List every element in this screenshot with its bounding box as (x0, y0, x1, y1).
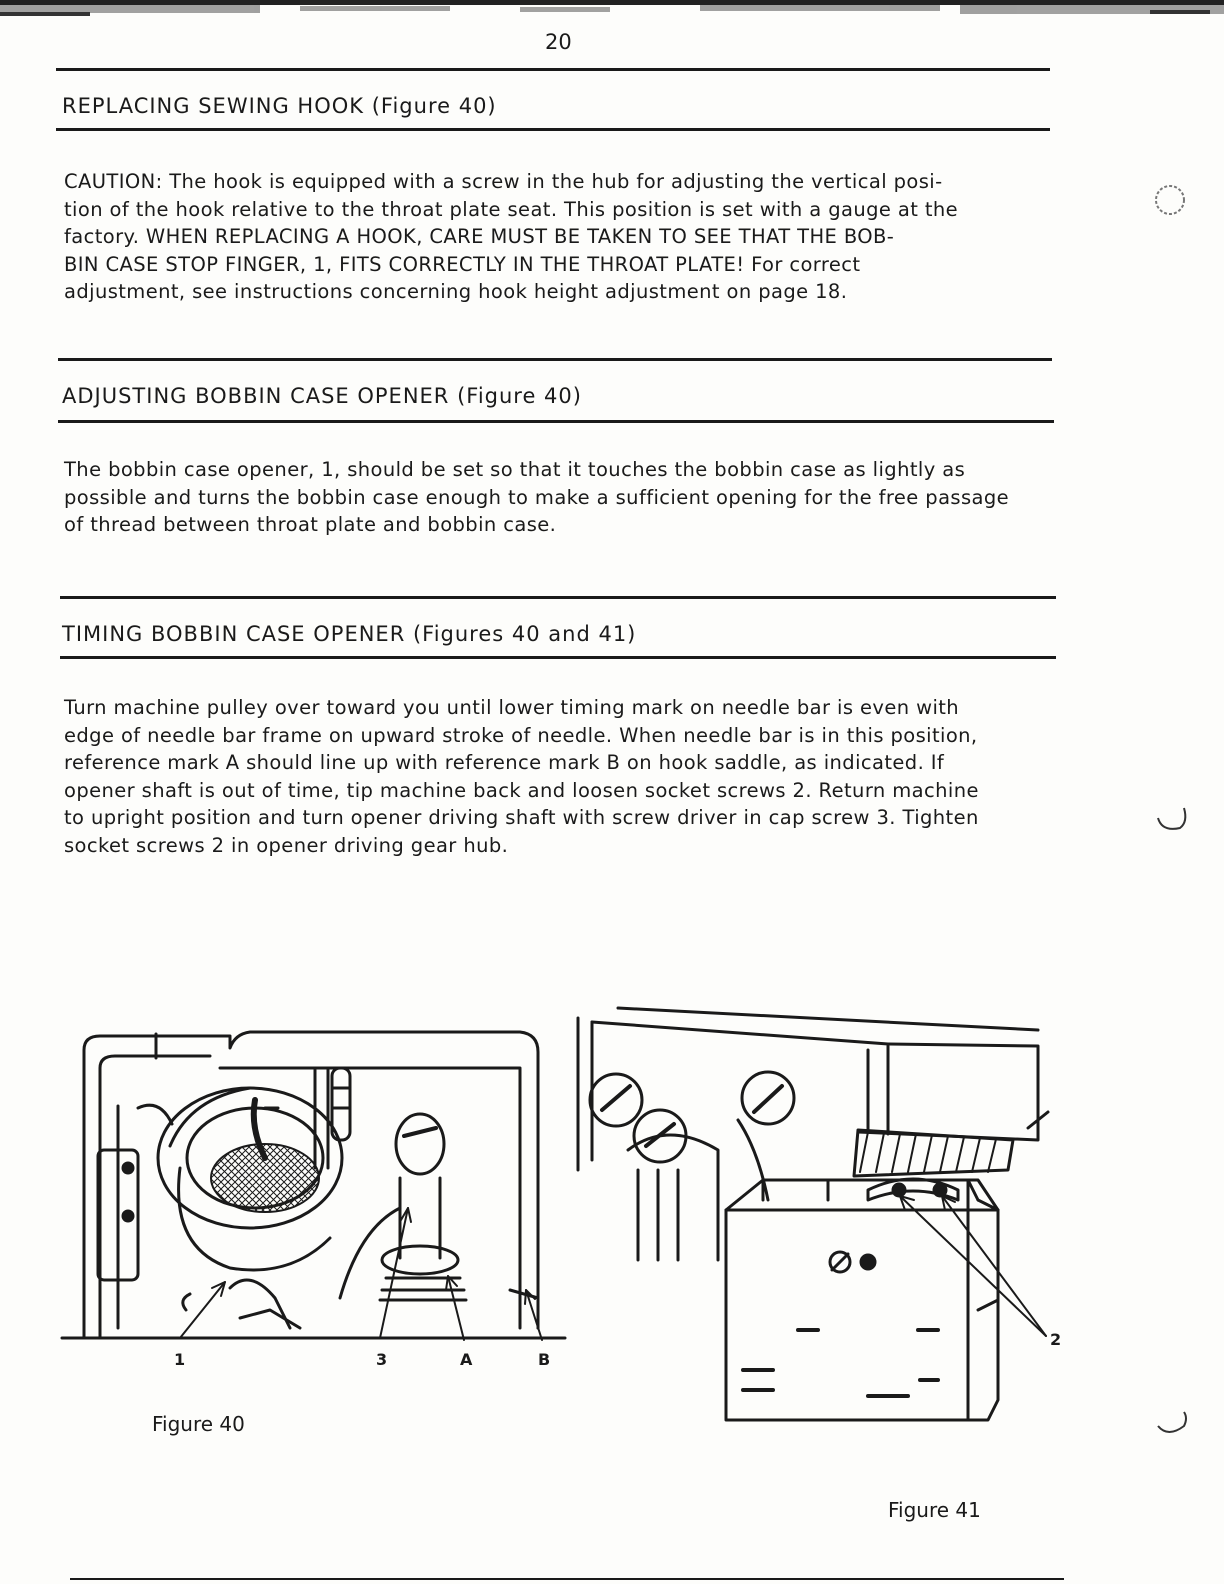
section-rule-bottom (58, 420, 1054, 423)
page-bottom-rule (70, 1578, 1064, 1580)
text-line: The bobbin case opener, 1, should be set so that it touches the bobbin case as lightly as (64, 458, 966, 481)
section-body-adjusting-opener (64, 456, 1009, 539)
text-line: to upright position and turn opener driving shaft with screw driver in cap screw 3. Tighten (64, 806, 979, 829)
text-line: adjustment, see instructions concerning hook height adjustment on page 18. (64, 280, 848, 303)
section-rule-bottom (56, 128, 1050, 131)
figure-41-illustration (568, 1000, 1058, 1440)
binder-hole-mark (1152, 1404, 1192, 1444)
text-line: of thread between throat plate and bobbin case. (64, 513, 557, 536)
section-heading-replacing-hook: REPLACING SEWING HOOK (Figure 40) (62, 94, 497, 118)
text-line: reference mark A should line up with reference mark B on hook saddle, as indicated. If (64, 751, 945, 774)
figure-40-callout: 3 (376, 1350, 388, 1369)
text-line: opener shaft is out of time, tip machine back and loosen socket screws 2. Return machine (64, 778, 979, 802)
figure-40-callout: 1 (174, 1350, 186, 1369)
text-line: possible and turns the bobbin case enough to make a sufficient opening for the free passage (64, 485, 1010, 509)
section-heading-timing-opener: TIMING BOBBIN CASE OPENER (Figures 40 and 41) (62, 622, 637, 646)
text-line: CAUTION: The hook is equipped with a screw in the hub for adjusting the vertical posi- (64, 170, 943, 193)
text-line: BIN CASE STOP FINGER, 1, FITS CORRECTLY IN THE THROAT PLATE! For correct (64, 252, 861, 276)
figure-41-caption: Figure 41 (888, 1498, 981, 1522)
figure-41-callout: 2 (1050, 1330, 1062, 1349)
section-body-timing-opener (64, 694, 979, 859)
figure-40-caption: Figure 40 (152, 1412, 245, 1436)
text-line: socket screws 2 in opener driving gear hub. (64, 833, 509, 857)
figure-40-callout: B (538, 1350, 551, 1369)
figure-40-illustration (60, 1028, 570, 1348)
section-rule-bottom (60, 656, 1056, 659)
section-rule-top (60, 596, 1056, 599)
scan-edge-band (0, 0, 1224, 22)
text-line: Turn machine pulley over toward you until lower timing mark on needle bar is even with (64, 696, 960, 719)
text-line: tion of the hook relative to the throat plate seat. This position is set with a gauge at the (64, 197, 959, 221)
section-body-replacing-hook (64, 168, 958, 306)
section-rule-top (58, 358, 1052, 361)
text-line: edge of needle bar frame on upward stroke of needle. When needle bar is in this position, (64, 723, 978, 747)
section-rule-top (56, 68, 1050, 71)
page-number: 20 (545, 30, 572, 54)
section-heading-adjusting-opener: ADJUSTING BOBBIN CASE OPENER (Figure 40) (62, 384, 582, 408)
binder-hole-mark (1152, 798, 1192, 838)
figure-40-callout: A (460, 1350, 473, 1369)
text-line: factory. WHEN REPLACING A HOOK, CARE MUST BE TAKEN TO SEE THAT THE BOB- (64, 225, 895, 248)
binder-hole-mark (1150, 180, 1190, 220)
